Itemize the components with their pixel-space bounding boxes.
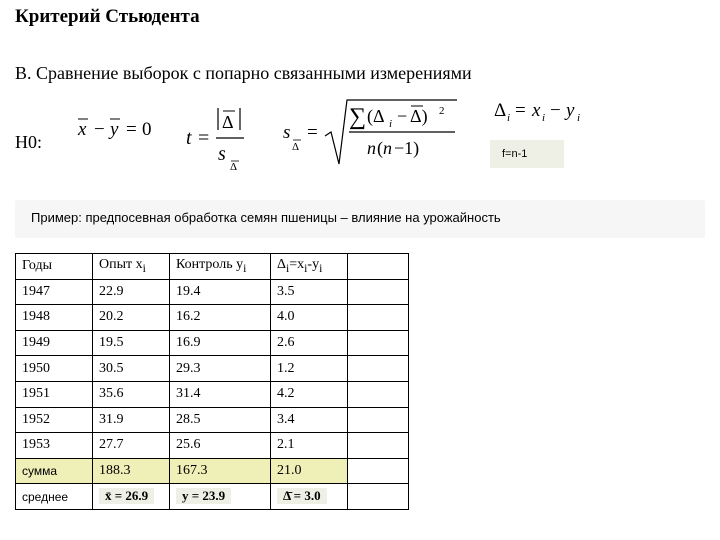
cell-year: 1950 bbox=[16, 356, 93, 382]
cell-year: 1951 bbox=[16, 381, 93, 407]
sum-y: 167.3 bbox=[170, 458, 271, 484]
cell-delta: 2.6 bbox=[271, 330, 348, 356]
svg-text:Δ: Δ bbox=[222, 112, 234, 132]
svg-text:−: − bbox=[94, 119, 105, 140]
sum-delta: 21.0 bbox=[271, 458, 348, 484]
cell-y: 25.6 bbox=[170, 433, 271, 459]
mean-x: x̄ = 26.9 bbox=[99, 488, 154, 504]
cell-delta: 2.1 bbox=[271, 433, 348, 459]
cell-empty bbox=[348, 356, 409, 382]
cell-delta: 4.2 bbox=[271, 381, 348, 407]
cell-year: 1952 bbox=[16, 407, 93, 433]
cell-year: 1953 bbox=[16, 433, 93, 459]
slide-title: Критерий Стьюдента bbox=[15, 6, 200, 27]
header-delta-sub2: i bbox=[304, 262, 308, 276]
svg-text:i: i bbox=[577, 112, 581, 124]
cell-delta: 4.0 bbox=[271, 305, 348, 331]
table-header-row bbox=[16, 254, 409, 280]
cell-delta: 3.5 bbox=[271, 279, 348, 305]
cell-year: 1949 bbox=[16, 330, 93, 356]
cell-delta: 1.2 bbox=[271, 356, 348, 382]
header-exp-text: Опыт x bbox=[99, 257, 143, 273]
cell-year: 1948 bbox=[16, 305, 93, 331]
table-row bbox=[16, 407, 409, 433]
formula-degrees-of-freedom bbox=[490, 140, 564, 168]
sum-row bbox=[16, 458, 409, 484]
header-empty bbox=[348, 254, 409, 280]
header-delta-mid: =x bbox=[289, 257, 305, 273]
header-years: Годы bbox=[16, 254, 93, 280]
header-ctrl-sub: i bbox=[243, 262, 247, 276]
mean-row bbox=[16, 484, 409, 510]
cell-empty bbox=[348, 305, 409, 331]
mean-x-cell bbox=[93, 484, 170, 510]
cell-x: 35.6 bbox=[93, 381, 170, 407]
cell-y: 16.9 bbox=[170, 330, 271, 356]
svg-text:=: = bbox=[307, 122, 318, 143]
cell-x: 30.5 bbox=[93, 356, 170, 382]
header-exp bbox=[93, 254, 170, 280]
svg-text:i: i bbox=[507, 112, 511, 124]
cell-x: 31.9 bbox=[93, 407, 170, 433]
cell-year: 1947 bbox=[16, 279, 93, 305]
degrees-of-freedom-text: f=n-1 bbox=[502, 148, 528, 160]
data-table bbox=[15, 253, 409, 510]
mean-y: y = 23.9 bbox=[176, 488, 231, 504]
cell-empty bbox=[348, 407, 409, 433]
cell-empty bbox=[348, 458, 409, 484]
svg-text:0: 0 bbox=[142, 119, 152, 140]
cell-y: 29.3 bbox=[170, 356, 271, 382]
table-row bbox=[16, 305, 409, 331]
example-text: Пример: предпосевная обработка семян пшеницы – влияние на урожайность bbox=[31, 210, 501, 225]
svg-text:s: s bbox=[283, 122, 291, 143]
cell-x: 19.5 bbox=[93, 330, 170, 356]
table-row bbox=[16, 356, 409, 382]
cell-x: 20.2 bbox=[93, 305, 170, 331]
svg-text:Δ): Δ) bbox=[410, 106, 428, 126]
svg-text:s: s bbox=[218, 143, 226, 165]
svg-text:=: = bbox=[126, 119, 137, 140]
header-delta bbox=[271, 254, 348, 280]
formula-s bbox=[279, 92, 461, 170]
cell-empty bbox=[348, 381, 409, 407]
table-row bbox=[16, 279, 409, 305]
table-row bbox=[16, 330, 409, 356]
h0-label: H0: bbox=[15, 132, 42, 152]
sum-x: 188.3 bbox=[93, 458, 170, 484]
svg-text:−: − bbox=[397, 106, 408, 126]
header-delta-sub3: i bbox=[319, 262, 323, 276]
header-ctrl bbox=[170, 254, 271, 280]
cell-empty bbox=[348, 279, 409, 305]
cell-y: 28.5 bbox=[170, 407, 271, 433]
formula-h0 bbox=[70, 112, 162, 150]
svg-text:n: n bbox=[383, 138, 392, 158]
svg-text:x: x bbox=[78, 119, 87, 140]
mean-delta: Δ̄ = 3.0 bbox=[277, 488, 327, 504]
svg-text:t: t bbox=[186, 127, 192, 149]
svg-text:Δ: Δ bbox=[230, 161, 238, 173]
header-ctrl-text: Контроль y bbox=[176, 257, 244, 273]
cell-y: 31.4 bbox=[170, 381, 271, 407]
svg-text:i: i bbox=[542, 112, 546, 124]
cell-empty bbox=[348, 433, 409, 459]
svg-text:y: y bbox=[110, 119, 119, 140]
svg-text:n: n bbox=[367, 138, 376, 158]
example-banner bbox=[15, 200, 705, 238]
table-row bbox=[16, 381, 409, 407]
mean-label: среднее bbox=[16, 484, 93, 510]
svg-text:=: = bbox=[198, 127, 210, 149]
formula-delta bbox=[490, 92, 602, 130]
svg-text:2: 2 bbox=[439, 105, 445, 117]
sum-label: сумма bbox=[16, 458, 93, 484]
mean-y-cell bbox=[170, 484, 271, 510]
cell-x: 22.9 bbox=[93, 279, 170, 305]
svg-text:(: ( bbox=[377, 138, 383, 158]
cell-empty bbox=[348, 484, 409, 510]
slide-subtitle: B. Сравнение выборок с попарно связанными измерениями bbox=[15, 63, 472, 83]
svg-text:(Δ: (Δ bbox=[367, 106, 385, 126]
svg-text:x: x bbox=[532, 100, 541, 121]
cell-y: 16.2 bbox=[170, 305, 271, 331]
header-delta-mid2: -y bbox=[307, 257, 320, 273]
svg-text:=: = bbox=[515, 100, 526, 121]
header-delta-pre: Δ bbox=[277, 257, 287, 273]
svg-text:−: − bbox=[550, 100, 561, 121]
svg-text:Δ: Δ bbox=[292, 141, 300, 153]
svg-text:i: i bbox=[389, 118, 393, 130]
cell-x: 27.7 bbox=[93, 433, 170, 459]
svg-text:Δ: Δ bbox=[494, 100, 507, 121]
table-row bbox=[16, 433, 409, 459]
svg-text:−1): −1) bbox=[394, 138, 420, 158]
header-delta-sub1: i bbox=[286, 262, 290, 276]
header-exp-sub: i bbox=[142, 262, 146, 276]
mean-delta-cell bbox=[271, 484, 348, 510]
formula-t bbox=[182, 100, 250, 174]
cell-y: 19.4 bbox=[170, 279, 271, 305]
cell-empty bbox=[348, 330, 409, 356]
svg-text:∑: ∑ bbox=[349, 104, 367, 130]
svg-text:y: y bbox=[566, 100, 575, 121]
cell-delta: 3.4 bbox=[271, 407, 348, 433]
